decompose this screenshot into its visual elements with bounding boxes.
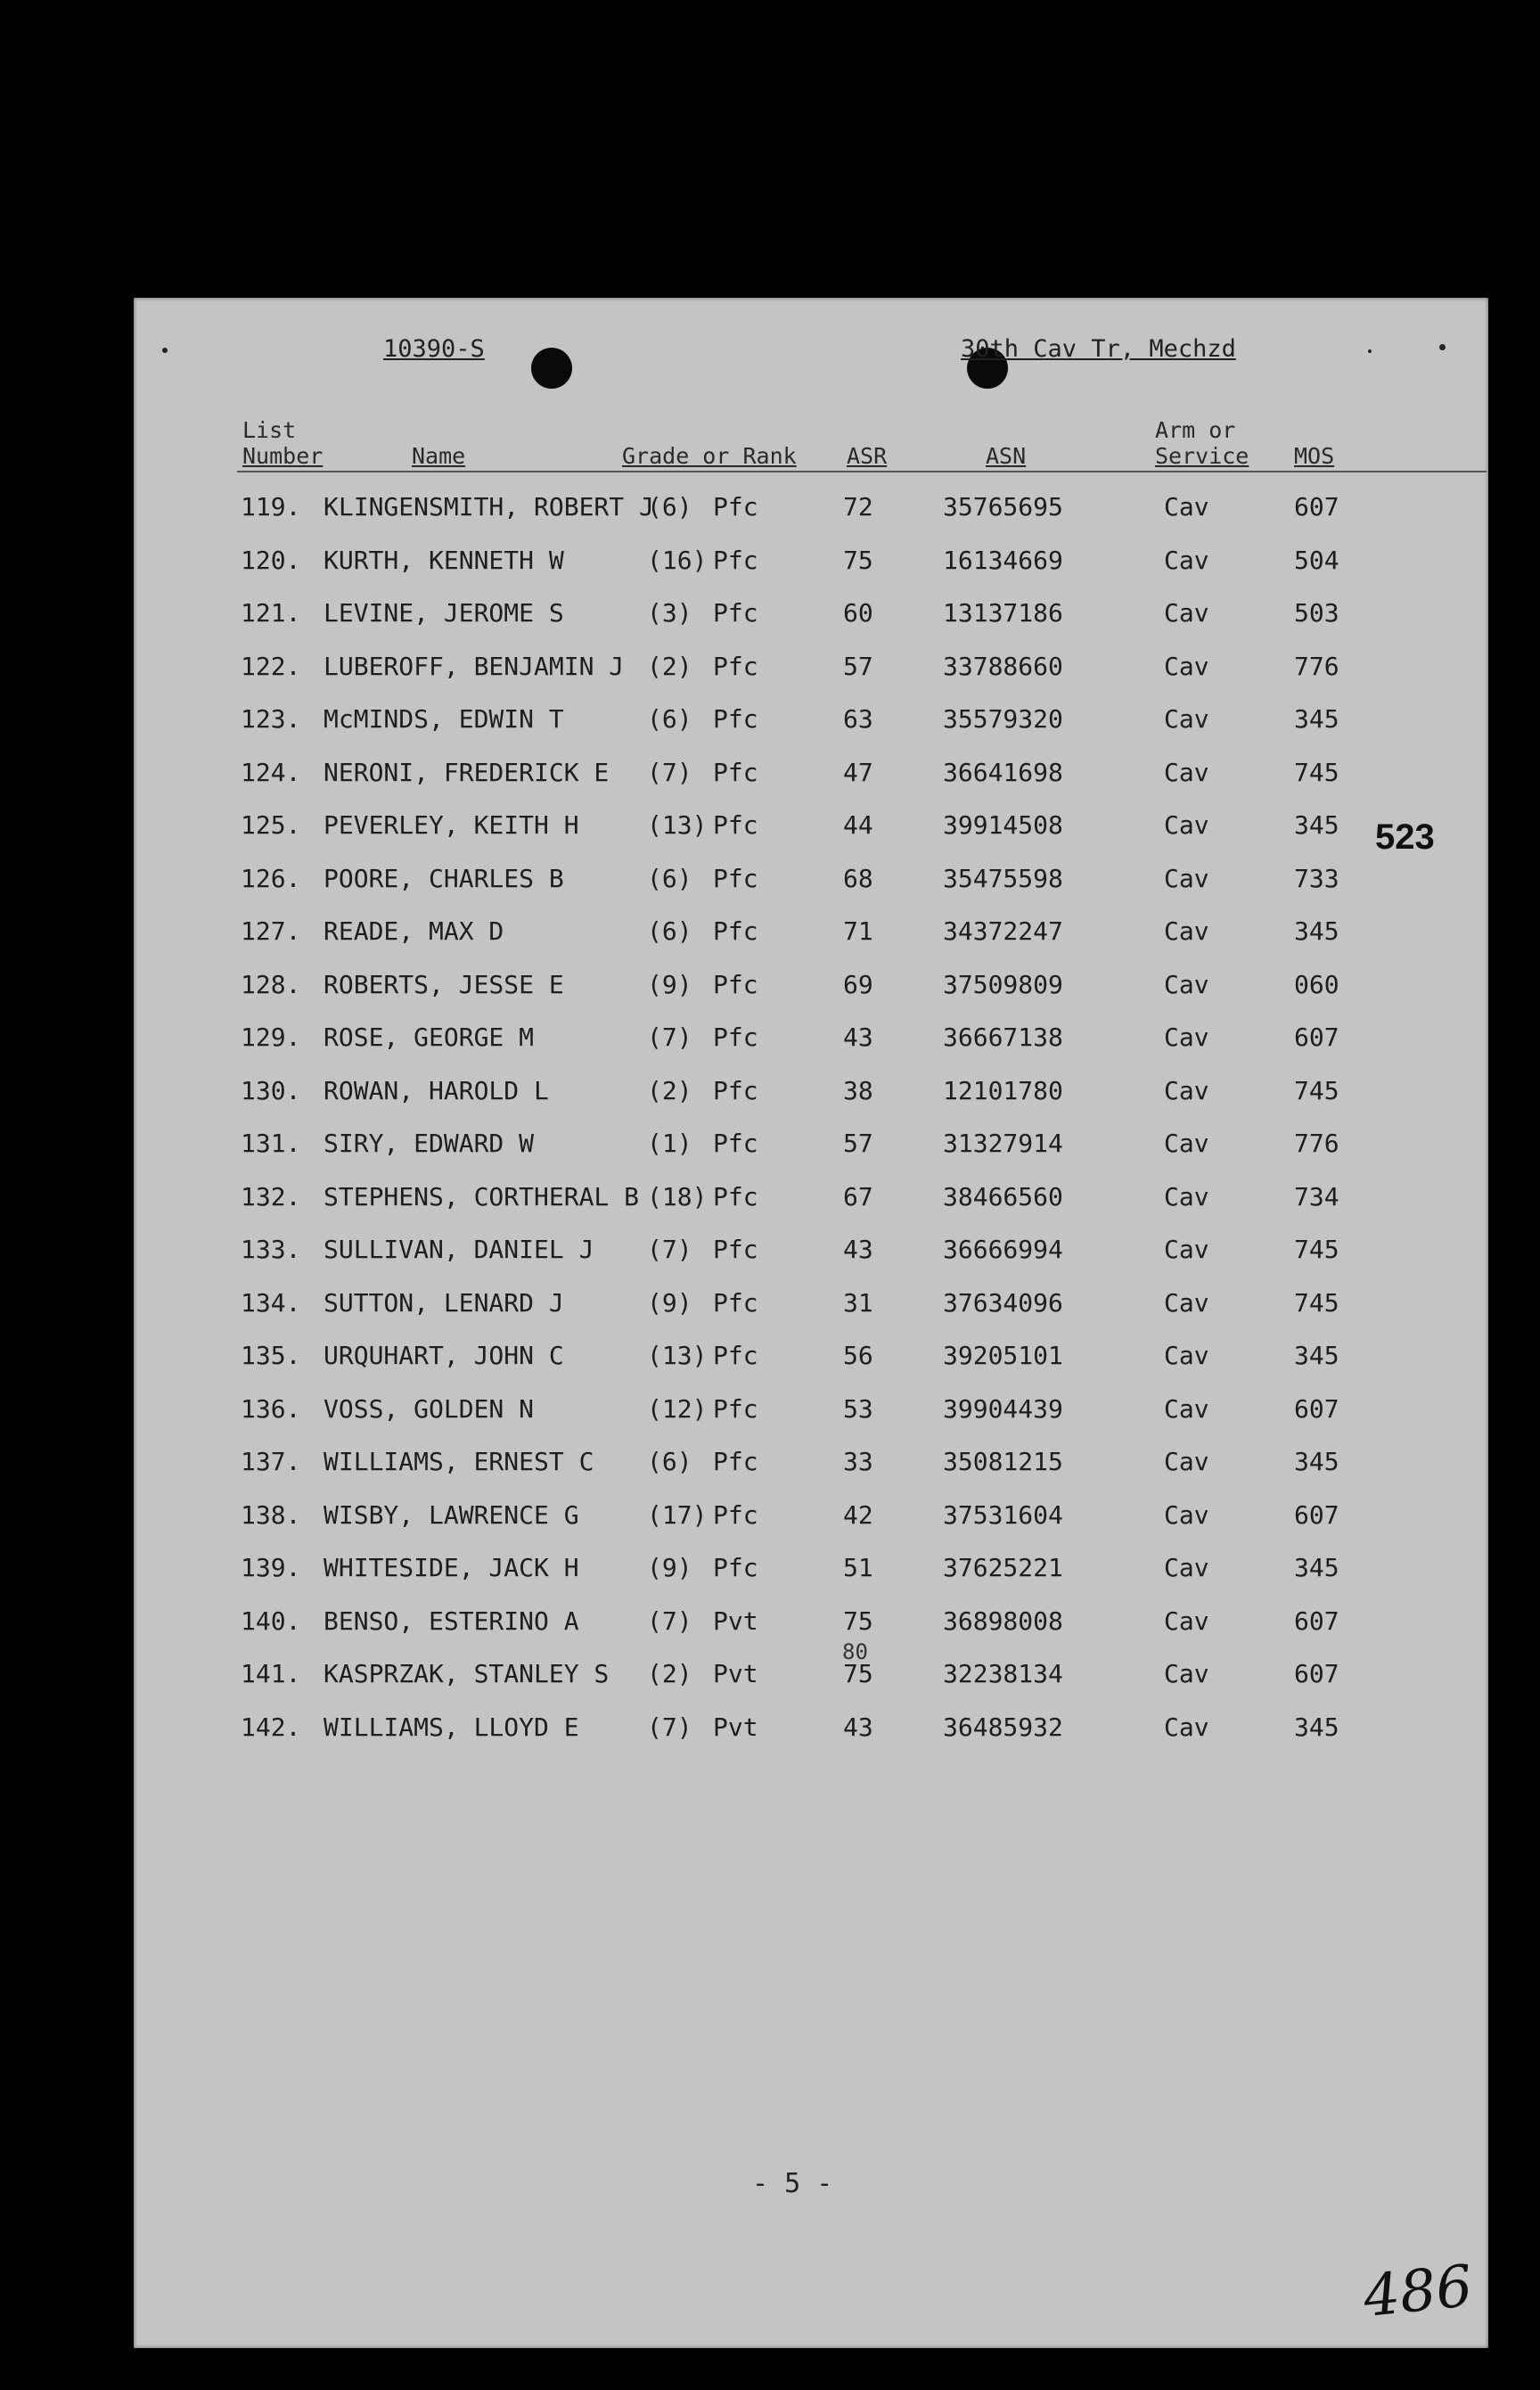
asr-score: 75 — [843, 1659, 873, 1688]
asr-correction: 80 — [842, 1639, 868, 1664]
list-number: 119. — [241, 492, 301, 522]
rank: Pfc — [713, 916, 758, 946]
mos-code: 060 — [1294, 969, 1339, 999]
list-number: 132. — [241, 1181, 301, 1211]
table-row — [134, 1129, 1488, 1164]
table-row — [134, 1182, 1488, 1218]
table-row — [134, 1288, 1488, 1324]
col-asn: ASN — [986, 443, 1027, 469]
arm-service: Cav — [1164, 704, 1209, 734]
grade: (12) — [647, 1393, 708, 1424]
list-number: 138. — [241, 1499, 301, 1530]
arm-service: Cav — [1164, 1553, 1209, 1582]
asr-score: 71 — [843, 916, 873, 946]
list-number: 139. — [241, 1553, 301, 1582]
arm-service: Cav — [1164, 863, 1209, 893]
rank: Pfc — [713, 969, 758, 999]
service-number: 36666994 — [943, 1235, 1063, 1264]
table-row — [134, 970, 1488, 1006]
mos-code: 745 — [1294, 1287, 1339, 1318]
table-row — [134, 1023, 1488, 1058]
mos-code: 504 — [1294, 545, 1339, 575]
rank: Pfc — [713, 704, 758, 734]
person-name: McMINDS, EDWIN T — [324, 704, 564, 734]
mos-code: 607 — [1294, 1393, 1339, 1424]
person-name: ROWAN, HAROLD L — [324, 1075, 549, 1105]
table-row — [134, 1394, 1488, 1430]
rank: Pfc — [713, 757, 758, 787]
col-name: Name — [412, 443, 466, 469]
service-number: 33788660 — [943, 651, 1063, 681]
asr-score: 57 — [843, 1129, 873, 1158]
service-number: 35765695 — [943, 492, 1063, 522]
person-name: POORE, CHARLES B — [324, 863, 564, 893]
arm-service: Cav — [1164, 757, 1209, 787]
rank: Pfc — [713, 1075, 758, 1105]
service-number: 35475598 — [943, 863, 1063, 893]
rank: Pfc — [713, 1393, 758, 1424]
table-row — [134, 1553, 1488, 1589]
asr-score: 75 — [843, 545, 873, 575]
list-number: 131. — [241, 1129, 301, 1158]
asr-score: 67 — [843, 1181, 873, 1211]
mos-code: 607 — [1294, 1499, 1339, 1530]
list-number: 128. — [241, 969, 301, 999]
mos-code: 734 — [1294, 1181, 1339, 1211]
mos-code: 607 — [1294, 1023, 1339, 1052]
col-grade-rank: Grade or Rank — [622, 443, 797, 469]
asr-score: 72 — [843, 492, 873, 522]
rank: Pfc — [713, 1181, 758, 1211]
mos-code: 345 — [1294, 810, 1339, 840]
mos-code: 607 — [1294, 492, 1339, 522]
asr-score: 63 — [843, 704, 873, 734]
asr-score: 44 — [843, 810, 873, 840]
grade: (13) — [647, 810, 708, 840]
person-name: WILLIAMS, LLOYD E — [324, 1712, 579, 1742]
table-row — [134, 1447, 1488, 1482]
person-name: ROBERTS, JESSE E — [324, 969, 564, 999]
table-row — [134, 546, 1488, 581]
table-row — [134, 1712, 1488, 1748]
asr-score: 51 — [843, 1553, 873, 1582]
grade: (6) — [647, 916, 692, 946]
arm-service: Cav — [1164, 492, 1209, 522]
mos-code: 745 — [1294, 1075, 1339, 1105]
person-name: PEVERLEY, KEITH H — [324, 810, 579, 840]
col-asr: ASR — [847, 443, 888, 469]
mos-code: 345 — [1294, 1553, 1339, 1582]
table-row — [134, 1500, 1488, 1536]
rank: Pvt — [713, 1659, 758, 1688]
grade: (2) — [647, 651, 692, 681]
service-number: 36667138 — [943, 1023, 1063, 1052]
person-name: SULLIVAN, DANIEL J — [324, 1235, 594, 1264]
service-number: 39205101 — [943, 1341, 1063, 1370]
grade: (7) — [647, 757, 692, 787]
person-name: KLINGENSMITH, ROBERT J — [324, 492, 654, 522]
mos-code: 607 — [1294, 1659, 1339, 1688]
list-number: 126. — [241, 863, 301, 893]
col-mos: MOS — [1294, 443, 1335, 469]
arm-service: Cav — [1164, 1659, 1209, 1688]
person-name: KASPRZAK, STANLEY S — [324, 1659, 610, 1688]
service-number: 36485932 — [943, 1712, 1063, 1742]
list-number: 140. — [241, 1606, 301, 1636]
speck — [1439, 344, 1446, 350]
service-number: 39904439 — [943, 1393, 1063, 1424]
table-row — [134, 758, 1488, 793]
arm-service: Cav — [1164, 1341, 1209, 1370]
grade: (7) — [647, 1235, 692, 1264]
rank: Pfc — [713, 1499, 758, 1530]
header-rule — [237, 471, 1487, 472]
grade: (1) — [647, 1129, 692, 1158]
table-row — [134, 598, 1488, 634]
service-number: 37634096 — [943, 1287, 1063, 1318]
service-number: 13137186 — [943, 598, 1063, 628]
handwritten-number: 486 — [1360, 2253, 1476, 2331]
service-number: 12101780 — [943, 1075, 1063, 1105]
service-number: 31327914 — [943, 1129, 1063, 1158]
arm-service: Cav — [1164, 916, 1209, 946]
grade: (6) — [647, 1447, 692, 1476]
table-row — [134, 492, 1488, 528]
service-number: 35081215 — [943, 1447, 1063, 1476]
service-number: 37509809 — [943, 969, 1063, 999]
arm-service: Cav — [1164, 1447, 1209, 1476]
speck — [162, 348, 168, 353]
table-row — [134, 704, 1488, 740]
person-name: URQUHART, JOHN C — [324, 1341, 564, 1370]
list-number: 123. — [241, 704, 301, 734]
table-row — [134, 1076, 1488, 1112]
table-row — [134, 1659, 1488, 1695]
asr-score: 53 — [843, 1393, 873, 1424]
rank: Pvt — [713, 1712, 758, 1742]
grade: (9) — [647, 1287, 692, 1318]
arm-service: Cav — [1164, 1499, 1209, 1530]
service-number: 36641698 — [943, 757, 1063, 787]
rank: Pfc — [713, 492, 758, 522]
table-row — [134, 652, 1488, 687]
grade: (17) — [647, 1499, 708, 1530]
asr-score: 47 — [843, 757, 873, 787]
rank: Pfc — [713, 1129, 758, 1158]
list-number: 124. — [241, 757, 301, 787]
arm-service: Cav — [1164, 598, 1209, 628]
list-number: 125. — [241, 810, 301, 840]
asr-score: 69 — [843, 969, 873, 999]
person-name: KURTH, KENNETH W — [324, 545, 564, 575]
table-row — [134, 916, 1488, 952]
mos-code: 733 — [1294, 863, 1339, 893]
asr-score: 56 — [843, 1341, 873, 1370]
mos-code: 503 — [1294, 598, 1339, 628]
service-number: 32238134 — [943, 1659, 1063, 1688]
service-number: 35579320 — [943, 704, 1063, 734]
list-number: 141. — [241, 1659, 301, 1688]
mos-code: 345 — [1294, 1712, 1339, 1742]
asr-score: 75 — [843, 1606, 873, 1636]
rank: Pfc — [713, 1023, 758, 1052]
list-number: 136. — [241, 1393, 301, 1424]
speck — [1368, 349, 1372, 353]
person-name: STEPHENS, CORTHERAL B — [324, 1181, 640, 1211]
list-number: 135. — [241, 1341, 301, 1370]
grade: (9) — [647, 1553, 692, 1582]
service-number: 36898008 — [943, 1606, 1063, 1636]
list-number: 130. — [241, 1075, 301, 1105]
margin-stamp-number: 523 — [1375, 817, 1435, 857]
mos-code: 745 — [1294, 757, 1339, 787]
grade: (2) — [647, 1075, 692, 1105]
asr-score: 43 — [843, 1023, 873, 1052]
arm-service: Cav — [1164, 1606, 1209, 1636]
grade: (18) — [647, 1181, 708, 1211]
page-number: - 5 - — [752, 2168, 833, 2199]
grade: (2) — [647, 1659, 692, 1688]
arm-service: Cav — [1164, 969, 1209, 999]
grade: (9) — [647, 969, 692, 999]
person-name: SUTTON, LENARD J — [324, 1287, 564, 1318]
table-row — [134, 1341, 1488, 1376]
arm-service: Cav — [1164, 651, 1209, 681]
service-number: 39914508 — [943, 810, 1063, 840]
arm-service: Cav — [1164, 545, 1209, 575]
grade: (6) — [647, 492, 692, 522]
rank: Pfc — [713, 1447, 758, 1476]
rank: Pfc — [713, 651, 758, 681]
list-number: 129. — [241, 1023, 301, 1052]
list-number: 133. — [241, 1235, 301, 1264]
asr-score: 57 — [843, 651, 873, 681]
asr-score: 42 — [843, 1499, 873, 1530]
rank: Pfc — [713, 598, 758, 628]
list-number: 142. — [241, 1712, 301, 1742]
document-id: 10390-S — [383, 335, 485, 363]
grade: (7) — [647, 1023, 692, 1052]
person-name: WHITESIDE, JACK H — [324, 1553, 579, 1582]
service-number: 37625221 — [943, 1553, 1063, 1582]
mos-code: 345 — [1294, 704, 1339, 734]
list-number: 137. — [241, 1447, 301, 1476]
arm-service: Cav — [1164, 1393, 1209, 1424]
arm-service: Cav — [1164, 1023, 1209, 1052]
rank: Pfc — [713, 1235, 758, 1264]
grade: (13) — [647, 1341, 708, 1370]
unit-title: 30th Cav Tr, Mechzd — [961, 335, 1236, 363]
asr-score: 68 — [843, 863, 873, 893]
list-number: 120. — [241, 545, 301, 575]
service-number: 38466560 — [943, 1181, 1063, 1211]
document-page — [134, 298, 1488, 2348]
mos-code: 345 — [1294, 1341, 1339, 1370]
table-row — [134, 1606, 1488, 1642]
person-name: LEVINE, JEROME S — [324, 598, 564, 628]
asr-score: 38 — [843, 1075, 873, 1105]
arm-service: Cav — [1164, 1129, 1209, 1158]
person-name: NERONI, FREDERICK E — [324, 757, 610, 787]
grade: (16) — [647, 545, 708, 575]
mos-code: 776 — [1294, 651, 1339, 681]
table-row — [134, 1235, 1488, 1270]
list-number: 127. — [241, 916, 301, 946]
mos-code: 345 — [1294, 1447, 1339, 1476]
asr-score: 31 — [843, 1287, 873, 1318]
list-number: 121. — [241, 598, 301, 628]
asr-score: 43 — [843, 1712, 873, 1742]
arm-service: Cav — [1164, 1235, 1209, 1264]
asr-score: 43 — [843, 1235, 873, 1264]
mos-code: 745 — [1294, 1235, 1339, 1264]
rank: Pfc — [713, 1287, 758, 1318]
grade: (7) — [647, 1606, 692, 1636]
arm-service: Cav — [1164, 1287, 1209, 1318]
service-number: 34372247 — [943, 916, 1063, 946]
rank: Pfc — [713, 545, 758, 575]
grade: (6) — [647, 863, 692, 893]
person-name: ROSE, GEORGE M — [324, 1023, 535, 1052]
person-name: BENSO, ESTERINO A — [324, 1606, 579, 1636]
service-number: 37531604 — [943, 1499, 1063, 1530]
col-arm-service: Arm or Service — [1155, 417, 1249, 469]
table-row — [134, 810, 1488, 846]
person-name: SIRY, EDWARD W — [324, 1129, 535, 1158]
list-number: 134. — [241, 1287, 301, 1318]
service-number: 16134669 — [943, 545, 1063, 575]
arm-service: Cav — [1164, 1712, 1209, 1742]
punch-hole — [531, 348, 572, 389]
mos-code: 345 — [1294, 916, 1339, 946]
rank: Pfc — [713, 1553, 758, 1582]
person-name: READE, MAX D — [324, 916, 504, 946]
grade: (6) — [647, 704, 692, 734]
person-name: WISBY, LAWRENCE G — [324, 1499, 579, 1530]
rank: Pfc — [713, 810, 758, 840]
grade: (3) — [647, 598, 692, 628]
asr-score: 60 — [843, 598, 873, 628]
arm-service: Cav — [1164, 810, 1209, 840]
mos-code: 776 — [1294, 1129, 1339, 1158]
rank: Pfc — [713, 1341, 758, 1370]
arm-service: Cav — [1164, 1075, 1209, 1105]
col-list-number: List Number — [242, 417, 324, 469]
rank: Pvt — [713, 1606, 758, 1636]
rank: Pfc — [713, 863, 758, 893]
table-row — [134, 864, 1488, 899]
asr-score: 33 — [843, 1447, 873, 1476]
person-name: WILLIAMS, ERNEST C — [324, 1447, 594, 1476]
grade: (7) — [647, 1712, 692, 1742]
list-number: 122. — [241, 651, 301, 681]
mos-code: 607 — [1294, 1606, 1339, 1636]
arm-service: Cav — [1164, 1181, 1209, 1211]
person-name: LUBEROFF, BENJAMIN J — [324, 651, 625, 681]
person-name: VOSS, GOLDEN N — [324, 1393, 535, 1424]
